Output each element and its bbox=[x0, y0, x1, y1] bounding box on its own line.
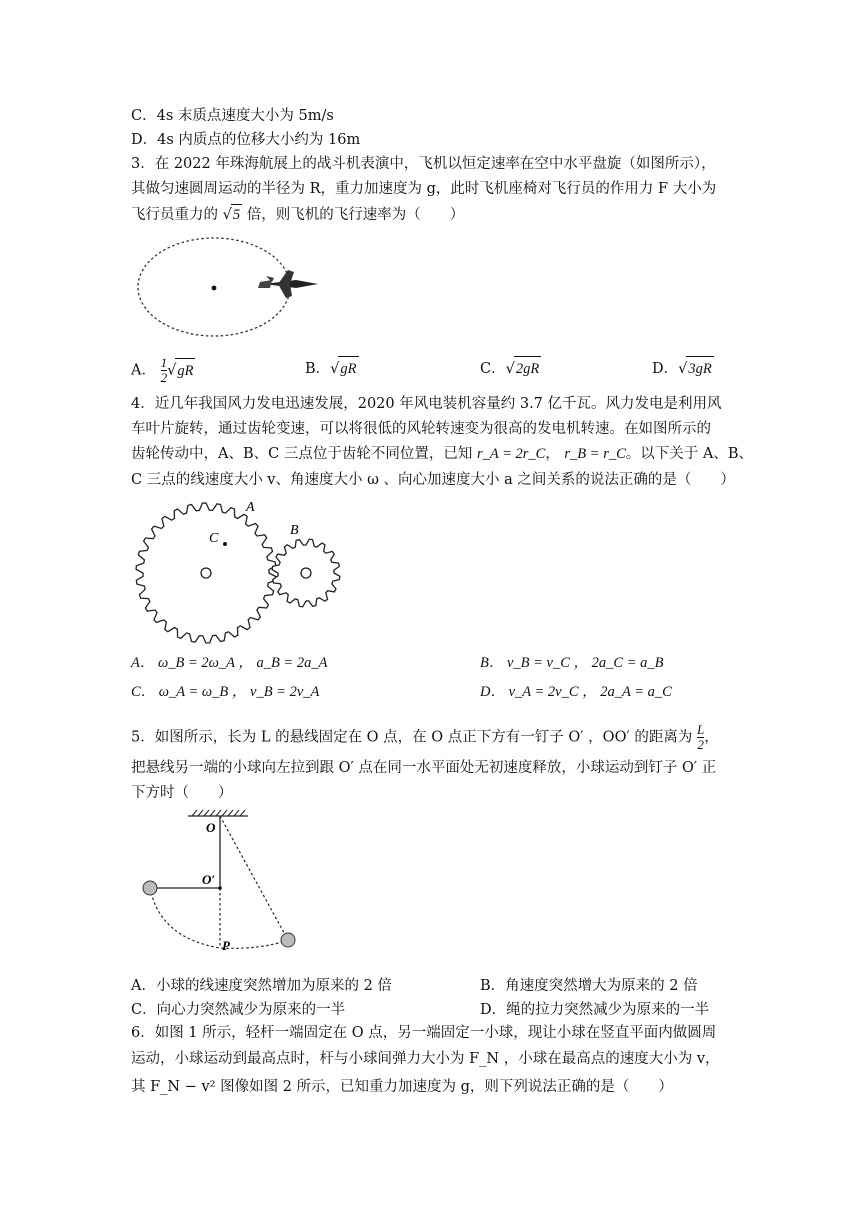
fig-label-p: P bbox=[222, 938, 230, 953]
q5-figure-pendulum bbox=[140, 808, 310, 960]
q3-stem-line3-b: 倍，则飞机的飞行速率为（ ） bbox=[246, 207, 465, 223]
q3-stem-line2: 其做匀速圆周运动的半径为 R，重力加速度为 g，此时飞机座椅对飞行员的作用力 F 大小为 bbox=[131, 181, 717, 197]
q4-option-b: B． v_B = v_C ， 2a_C = a_B bbox=[480, 655, 664, 671]
q3-stem-line3: 飞行员重力的 √5 倍，则飞机的飞行速率为（ ） bbox=[131, 204, 464, 225]
q5-option-c: C．向心力突然减少为原来的一半 bbox=[131, 1002, 346, 1018]
q3-option-a-den: 2 bbox=[160, 370, 168, 385]
q3-option-d: D．√3gR bbox=[652, 356, 714, 381]
q5-frac-den: 2 bbox=[697, 737, 704, 752]
q3-option-c-label: C． bbox=[480, 361, 506, 377]
q4-option-c: C． ω_A = ω_B ， v_B = 2v_A bbox=[131, 684, 320, 700]
slant-dashed-line bbox=[220, 816, 288, 940]
q2-option-c: C．4s 末质点速度大小为 5m/s bbox=[131, 108, 334, 124]
ball-right bbox=[281, 933, 295, 947]
q5-stem-line1-b: ， bbox=[704, 729, 719, 746]
q4-option-a: A． ω_B = 2ω_A ， a_B = 2a_A bbox=[131, 655, 328, 671]
fig-label-b: B bbox=[290, 523, 299, 538]
q3-option-a: A． $\frac{1}{2}$ √gR bbox=[131, 355, 194, 385]
q3-option-a-rad: gR bbox=[175, 358, 195, 383]
q3-option-a-num: 1 bbox=[160, 355, 168, 370]
jet-icon bbox=[258, 270, 318, 298]
q4-stem-line1: 4．近几年我国风力发电迅速发展，2020 年风电装机容量约 3.7 亿千瓦。风力发电是利用风 bbox=[131, 396, 722, 412]
q3-option-b: B．√gR bbox=[305, 356, 359, 381]
q4-stem-line3-e: 。以下关于 A、B、 bbox=[625, 446, 754, 462]
small-gear-axle bbox=[301, 568, 311, 578]
q3-option-b-label: B． bbox=[305, 361, 331, 377]
q6-stem-line1: 6．如图 1 所示，轻杆一端固定在 O 点，另一端固定一小球，现让小球在竖直平面内做圆周 bbox=[131, 1025, 717, 1041]
ceiling-hatch bbox=[192, 810, 245, 816]
q4-figure-gears bbox=[134, 498, 344, 622]
q4-given-rb: r_B = r_C bbox=[564, 446, 626, 462]
orbit-center-dot bbox=[212, 286, 217, 291]
q6-stem-line3: 其 F_N − v² 图像如图 2 所示，已知重力加速度为 g，则下列说法正确的是（ ） bbox=[131, 1079, 673, 1095]
q3-option-d-label: D． bbox=[652, 361, 679, 377]
q2-option-d: D．4s 内质点的位移大小约为 16m bbox=[131, 132, 361, 148]
q4-stem-line4: C 三点的线速度大小 v、角速度大小 ω 、向心加速度大小 a 之间关系的说法正确的是（ ） bbox=[131, 472, 735, 488]
fig-label-o-prime: O′ bbox=[202, 872, 216, 887]
q5-option-a: A．小球的线速度突然增加为原来的 2 倍 bbox=[131, 978, 392, 994]
q3-option-d-rad: 3gR bbox=[686, 356, 713, 381]
ball-left bbox=[143, 881, 157, 895]
q3-option-a-label: A． bbox=[131, 362, 156, 379]
nail-dot bbox=[218, 886, 222, 890]
q4-stem-line3-a: 齿轮传动中，A、B、C 三点位于齿轮不同位置，已知 bbox=[131, 446, 473, 462]
q6-stem-line2: 运动，小球运动到最高点时，杆与小球间弹力大小为 F_N ，小球在最高点的速度大小为 v， bbox=[131, 1051, 720, 1067]
q5-option-d: D．绳的拉力突然减少为原来的一半 bbox=[480, 1002, 710, 1018]
q5-stem-line3: 下方时（ ） bbox=[131, 785, 233, 801]
q5-option-b: B．角速度突然增大为原来的 2 倍 bbox=[480, 978, 698, 994]
q4-stem-line3-c: ， bbox=[545, 446, 560, 462]
q3-option-b-rad: gR bbox=[338, 356, 358, 381]
fig-label-c: C bbox=[209, 531, 219, 546]
big-gear-axle bbox=[201, 568, 211, 578]
q3-sqrt5: 5 bbox=[231, 204, 242, 225]
point-c-dot bbox=[223, 542, 227, 546]
q3-stem-line3-a: 飞行员重力的 bbox=[131, 207, 218, 223]
q4-stem-line3 bbox=[131, 444, 753, 464]
q3-option-c: C．√2gR bbox=[480, 356, 541, 381]
q5-stem-line2: 把悬线另一端的小球向左拉到跟 O′ 点在同一水平面处无初速度释放，小球运动到钉子 O′ 正 bbox=[131, 760, 717, 776]
q3-option-c-rad: 2gR bbox=[514, 356, 541, 381]
q4-stem-line2: 车叶片旋转，通过齿轮变速，可以将很低的风轮转速变为很高的发电机转速。在如图所示的 bbox=[131, 421, 711, 437]
q4-given-ra: r_A = 2r_C bbox=[476, 446, 546, 462]
q4-option-d: D． v_A = 2v_C ， 2a_A = a_C bbox=[480, 684, 672, 700]
q3-stem-line1: 3．在 2022 年珠海航展上的战斗机表演中，飞机以恒定速率在空中水平盘旋（如图所示）， bbox=[131, 156, 716, 172]
fig-label-a: A bbox=[246, 500, 255, 515]
q5-stem-line1-a: 5．如图所示，长为 L 的悬线固定在 O 点，在 O 点正下方有一钉子 O′ ，OO′ 的距离为 bbox=[131, 729, 693, 746]
q5-frac-num: L bbox=[696, 722, 705, 737]
fig-label-o: O bbox=[206, 820, 216, 835]
swing-arc bbox=[150, 888, 288, 948]
q5-stem-line1 bbox=[131, 723, 719, 752]
q3-figure-orbit bbox=[136, 236, 336, 342]
